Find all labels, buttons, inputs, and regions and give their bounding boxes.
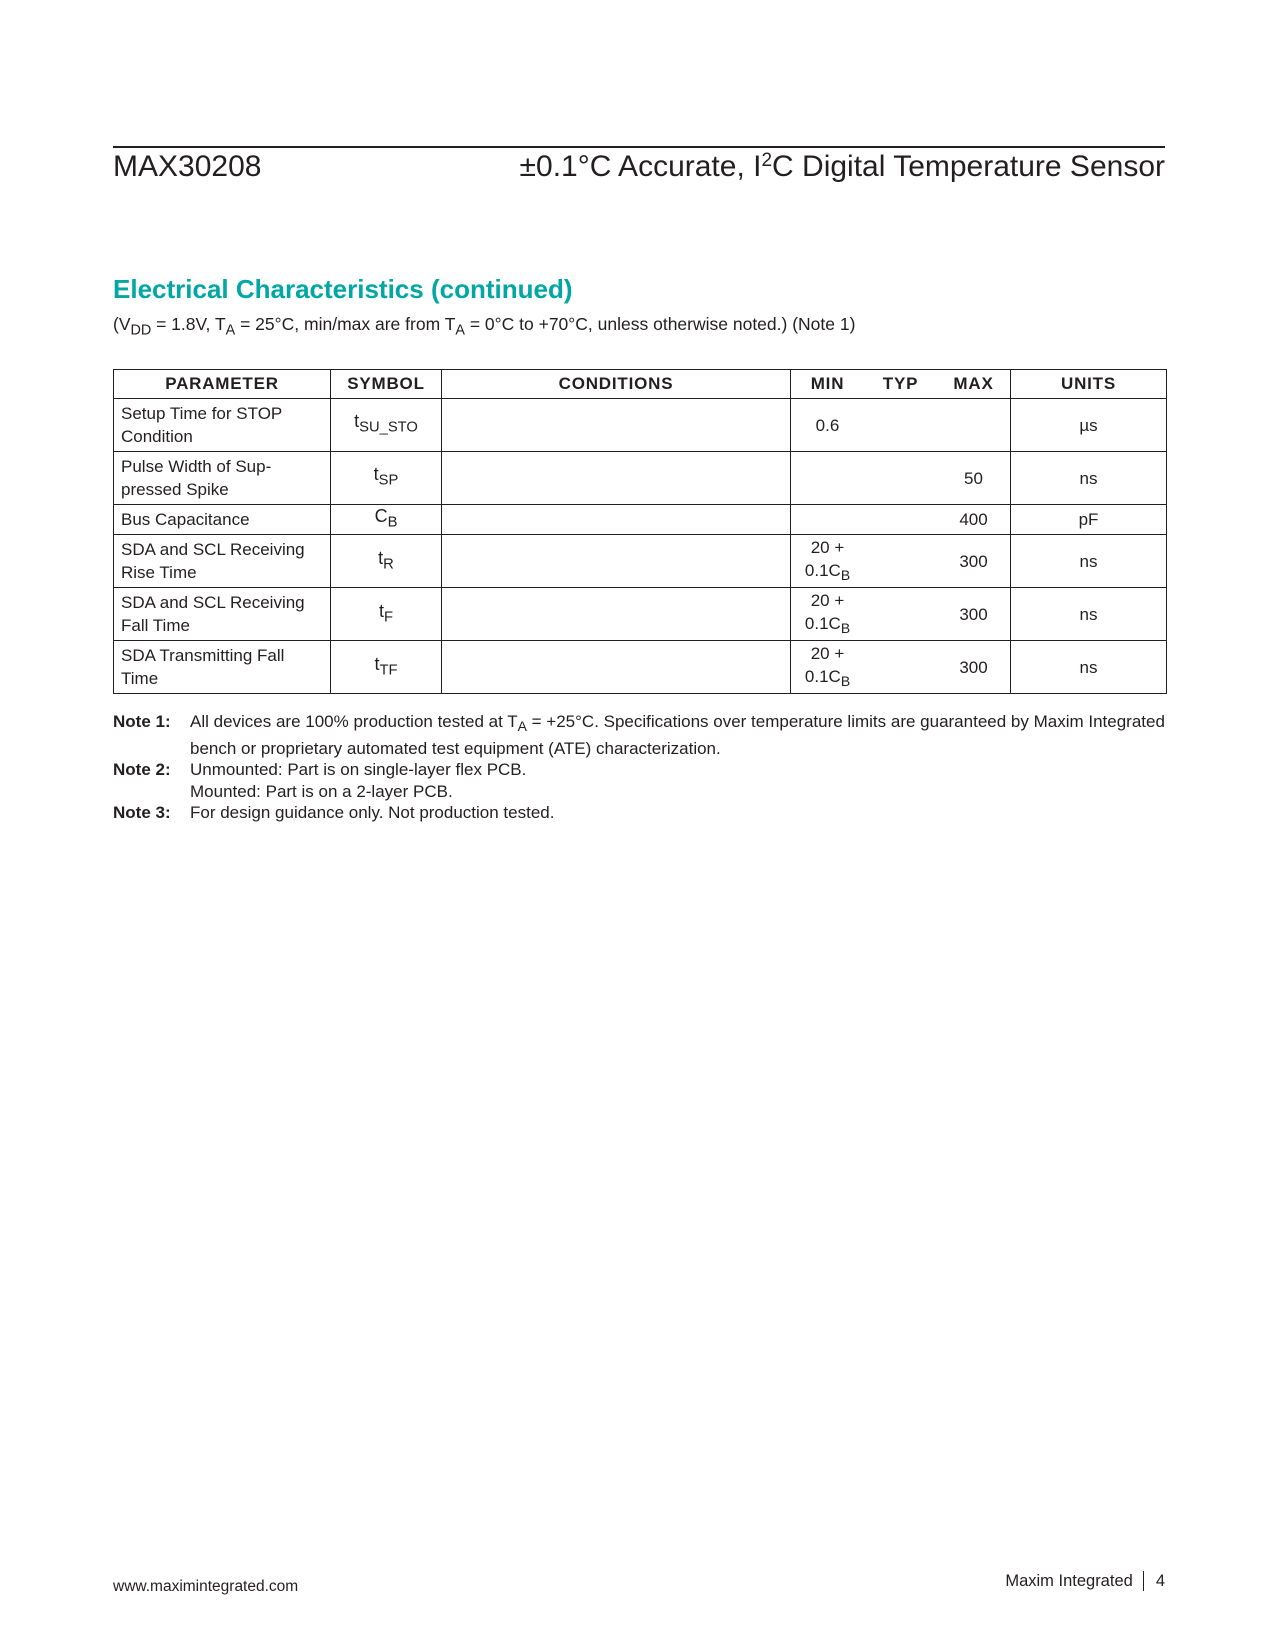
min-line-2 [791, 559, 864, 587]
note-text-part: = +25°C. Specifications over temperature limits are guaranteed by Maxim Integrated bench or proprietary automated test equipment (ATE) characterization. [190, 712, 1165, 758]
symbol-subscript: R [383, 556, 394, 573]
min-line-1: 20 + [810, 590, 845, 610]
cell-parameter: SDA Transmitting Fall Time [114, 641, 331, 694]
cell-parameter: Pulse Width of Sup-pressed Spike [114, 452, 331, 505]
symbol-base: t [354, 411, 360, 432]
footer-right [1005, 1571, 1165, 1591]
cell-parameter: SDA and SCL Receiving Rise Time [114, 535, 331, 588]
note-label: Note 3: [113, 803, 171, 823]
header-parameter: PARAMETER [114, 370, 331, 399]
title-superscript: 2 [761, 150, 773, 171]
cell-min [791, 642, 864, 693]
conditions-text: = 1.8V, T [151, 314, 226, 334]
min-line-1: 0.6 [815, 415, 840, 435]
cell-max: 400 [959, 510, 988, 530]
cell-min [791, 414, 864, 437]
header-symbol: SYMBOL [331, 370, 442, 399]
cell-conditions [442, 505, 791, 535]
table-row [114, 505, 1167, 535]
min-line-2-base: 0.1C [804, 613, 841, 633]
cell-max: 50 [964, 468, 983, 488]
conditions-subscript: DD [130, 322, 152, 339]
min-line-2-base: 0.1C [804, 666, 841, 686]
table-row [114, 452, 1167, 505]
part-number: MAX30208 [113, 150, 262, 183]
cell-conditions [442, 399, 791, 452]
cell-min-typ-max [791, 452, 1011, 505]
symbol-subscript: TF [379, 662, 398, 679]
note-text-part: All devices are 100% production tested at T [190, 712, 518, 731]
cell-parameter: Bus Capacitance [114, 505, 331, 535]
footer-url-link[interactable]: www.maximintegrated.com [113, 1578, 299, 1595]
min-line-1: 20 + [810, 537, 845, 557]
note-2 [113, 759, 1173, 802]
section-title: Electrical Characteristics (continued) [113, 274, 573, 304]
symbol-subscript: SU_STO [359, 419, 418, 436]
cell-symbol [331, 452, 442, 505]
min-line-2-base: 0.1C [804, 560, 841, 580]
symbol-subscript: B [387, 514, 398, 531]
cell-max: 300 [959, 657, 988, 677]
min-line-2 [791, 612, 864, 640]
note-1 [113, 711, 1173, 759]
document-title [520, 150, 1165, 184]
table-row [114, 399, 1167, 452]
min-subscript: B [840, 567, 851, 583]
page-number: 4 [1155, 1571, 1165, 1590]
symbol-base: C [374, 506, 388, 526]
note-line: Unmounted: Part is on single-layer flex PCB. [190, 760, 527, 780]
symbol-base: t [373, 464, 379, 485]
footer-company: Maxim Integrated [1005, 1571, 1133, 1590]
note-3 [113, 802, 1173, 824]
cell-symbol [331, 399, 442, 452]
min-line-1: 20 + [810, 643, 845, 663]
header-min-typ-max [791, 370, 1011, 399]
electrical-characteristics-table [113, 369, 1167, 694]
cell-units: µs [1011, 399, 1167, 452]
conditions-text: = 0°C to +70°C, unless otherwise noted.) (Note 1) [464, 314, 856, 334]
cell-symbol [331, 588, 442, 641]
conditions-text: = 25°C, min/max are from T [235, 314, 456, 334]
cell-symbol [331, 505, 442, 535]
cell-min-typ-max [791, 588, 1011, 641]
cell-conditions [442, 588, 791, 641]
cell-symbol [331, 535, 442, 588]
table-row [114, 535, 1167, 588]
header-typ: TYP [882, 374, 919, 393]
header-rule [113, 146, 1165, 148]
page-header [113, 150, 1165, 190]
cell-max: 300 [959, 551, 988, 571]
cell-units: ns [1011, 452, 1167, 505]
cell-min-typ-max [791, 505, 1011, 535]
cell-symbol [331, 641, 442, 694]
cell-max: 300 [959, 604, 988, 624]
note-text: For design guidance only. Not production tested. [190, 803, 555, 823]
symbol-base: t [374, 653, 380, 674]
min-subscript: B [840, 620, 851, 636]
table-row [114, 588, 1167, 641]
cell-min [791, 536, 864, 587]
cell-min-typ-max [791, 641, 1011, 694]
cell-min-typ-max [791, 399, 1011, 452]
note-text [190, 711, 1173, 759]
cell-min [791, 589, 864, 640]
header-max: MAX [953, 374, 994, 393]
table-row [114, 641, 1167, 694]
symbol-base: t [378, 600, 384, 621]
note-subscript: A [517, 718, 527, 735]
symbol-base: t [378, 547, 384, 568]
note-label: Note 1: [113, 712, 171, 731]
title-suffix: C Digital Temperature Sensor [772, 150, 1165, 183]
title-prefix: ±0.1°C Accurate, I [519, 150, 762, 183]
symbol-subscript: F [384, 609, 394, 626]
note-label: Note 2: [113, 760, 171, 780]
cell-conditions [442, 452, 791, 505]
header-min: MIN [810, 374, 845, 393]
cell-parameter: SDA and SCL Receiving Fall Time [114, 588, 331, 641]
cell-conditions [442, 641, 791, 694]
note-line: Mounted: Part is on a 2-layer PCB. [190, 781, 453, 801]
conditions-subscript: A [455, 322, 465, 339]
cell-units: pF [1011, 505, 1167, 535]
cell-units: ns [1011, 588, 1167, 641]
test-conditions [113, 314, 855, 338]
cell-min-typ-max [791, 535, 1011, 588]
conditions-text: (V [113, 314, 131, 334]
note-text [190, 759, 1173, 802]
symbol-subscript: SP [378, 472, 399, 489]
notes-section [113, 711, 1173, 824]
cell-parameter: Setup Time for STOP Condition [114, 399, 331, 452]
header-units: UNITS [1011, 370, 1167, 399]
min-line-2 [791, 665, 864, 693]
cell-units: ns [1011, 535, 1167, 588]
footer-separator [1143, 1571, 1144, 1591]
header-conditions: CONDITIONS [442, 370, 791, 399]
cell-conditions [442, 535, 791, 588]
cell-units: ns [1011, 641, 1167, 694]
min-subscript: B [840, 673, 851, 689]
conditions-subscript: A [225, 322, 236, 339]
table-header-row [114, 370, 1167, 399]
